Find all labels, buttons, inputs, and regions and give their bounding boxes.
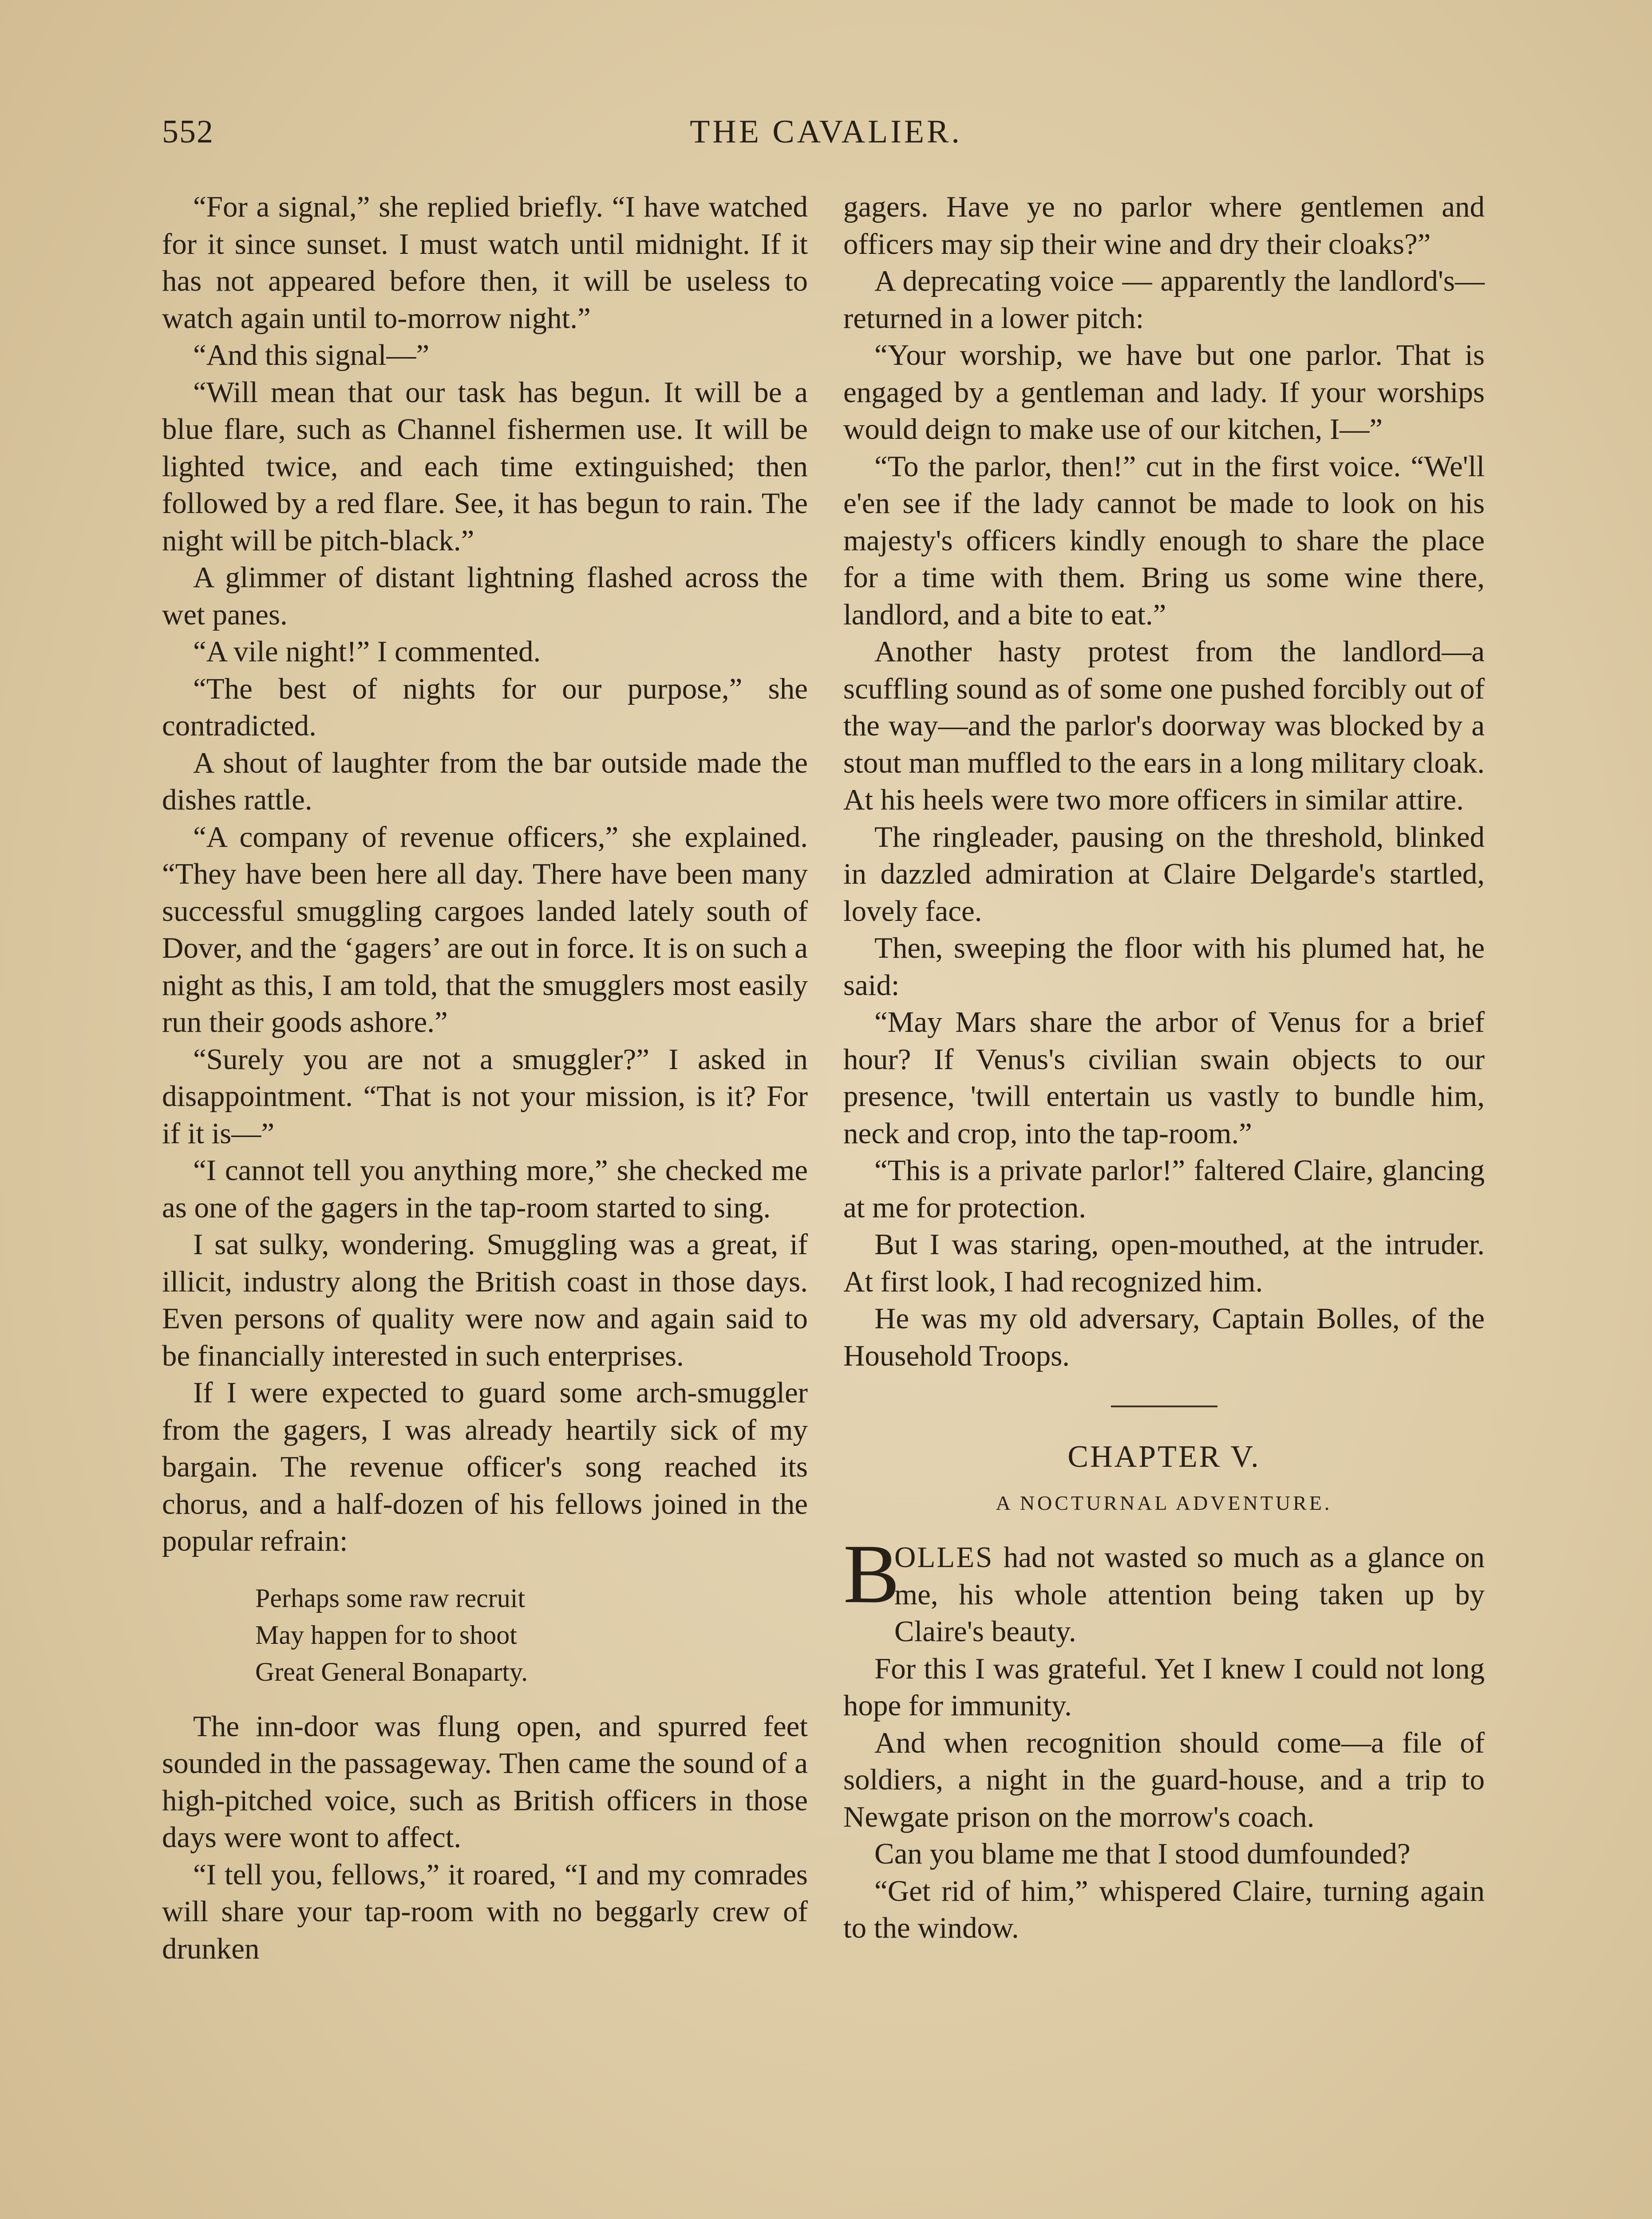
paragraph: “I tell you, fellows,” it roared, “I and my comrades will share your tap-room with no beggarly crew of drunken [162,1858,808,1965]
verse-line: Great General Bonaparty. [255,1657,528,1686]
paragraph: “I cannot tell you anything more,” she checked me as one of the gagers in the tap-room started to sing. [162,1154,808,1224]
paragraph: “Your worship, we have but one parlor. That is engaged by a gentleman and lady. If your worships would deign to make use of our kitchen, I—” [843,339,1485,446]
paragraph: But I was staring, open-mouthed, at the intruder. At first look, I had recognized him. [843,1228,1485,1298]
paragraph: “To the parlor, then!” cut in the first voice. “We'll e'en see if the lady cannot be made to look on his majesty's officers kindly enough to share the place for a time with them. Bring us some wine there, landlord, and a bite to eat.” [843,450,1485,631]
paragraph: He was my old adversary, Captain Bolles, of the Household Troops. [843,1302,1485,1372]
song-verse [255,1580,808,1690]
chapter-opening-paragraph [843,1528,1485,1650]
paragraph: The inn-door was flung open, and spurred feet sounded in the passageway. Then came the sound of a high-pitched voice, such as British officers in those days were wont to affect. [162,1710,808,1854]
paragraph: A glimmer of distant lightning flashed across the wet panes. [162,561,808,631]
paragraph: “The best of nights for our purpose,” she contradicted. [162,672,808,742]
paragraph: A deprecating voice — apparently the landlord's—returned in a lower pitch: [843,265,1485,335]
right-column [843,189,1485,1947]
chapter-title: CHAPTER V. [1067,1440,1261,1474]
page-header [162,113,1490,158]
paragraph: For this I was grateful. Yet I knew I could not long hope for immunity. [843,1652,1485,1722]
paragraph: Then, sweeping the floor with his plumed hat, he said: [843,932,1485,1002]
paragraph: I sat sulky, wondering. Smuggling was a great, if illicit, industry along the British coast in those days. Even persons of quality were now and again said to be financially interested in such enterprises. [162,1228,808,1372]
verse-line: May happen for to shoot [255,1620,517,1650]
paragraph: If I were expected to guard some arch-smuggler from the gagers, I was already heartily sick of my bargain. The revenue officer's song reached its chorus, and a half-dozen of his fellows joined in the popular refrain: [162,1376,808,1557]
chapter-subtitle: A NOCTURNAL ADVENTURE. [996,1491,1332,1514]
paragraph: A shout of laughter from the bar outside made the dishes rattle. [162,746,808,816]
running-title: THE CAVALIER. [690,114,962,150]
paragraph: “For a signal,” she replied briefly. “I have watched for it since sunset. I must watch until midnight. If it has not appeared before then, it will be useless to watch again until to-morrow night.” [162,190,808,335]
paragraph: “Surely you are not a smuggler?” I asked in disappointment. “That is not your mission, is it? For if it is—” [162,1042,808,1150]
section-divider [1111,1406,1217,1407]
paragraph: Can you blame me that I stood dumfounded? [874,1837,1411,1870]
paragraph: “A vile night!” I commented. [193,635,541,668]
paragraph: The ringleader, pausing on the threshold, blinked in dazzled admiration at Claire Delgarde's startled, lovely face. [843,820,1485,928]
paragraph: And when recognition should come—a file of soldiers, a night in the guard-house, and a trip to Newgate prison on the morrow's coach. [843,1726,1485,1833]
paragraph: “Get rid of him,” whispered Claire, turning again to the window. [843,1874,1485,1944]
paragraph: “And this signal—” [193,339,430,371]
page-number: 552 [162,114,214,150]
paragraph: “May Mars share the arbor of Venus for a brief hour? If Venus's civilian swain objects to our presence, 'twill entertain us vastly to bundle him, neck and crop, into the tap-room.” [843,1006,1485,1150]
paragraph: “A company of revenue officers,” she explained. “They have been here all day. There have been many successful smuggling cargoes landed lately south of Dover, and the ‘gagers’ are out in force. It is on such a night as this, I am told, that the smugglers most easily run their goods ashore.” [162,820,808,1038]
paragraph: “Will mean that our task has begun. It will be a blue flare, such as Channel fishermen use. It will be lighted twice, and each time extinguished; then followed by a red flare. See, it has begun to rain. The night will be pitch-black.” [162,375,808,557]
left-column [162,189,808,1967]
paragraph: Another hasty protest from the landlord—a scuffling sound as of some one pushed forcibly out of the way—and the parlor's doorway was blocked by a stout man muffled to the ears in a long military cloak. At his heels were two more officers in similar attire. [843,635,1485,816]
paragraph: gagers. Have ye no parlor where gentlemen and officers may sip their wine and dry their cloaks?” [843,190,1485,261]
verse-line: Perhaps some raw recruit [255,1583,526,1613]
drop-cap-word: OLLES [894,1541,994,1574]
opening-text: had not wasted so much as a glance on me, his whole attention being taken up by Claire's beauty. [894,1541,1485,1648]
paragraph: “This is a private parlor!” faltered Claire, glancing at me for protection. [843,1154,1485,1224]
drop-cap: B [843,1528,900,1621]
